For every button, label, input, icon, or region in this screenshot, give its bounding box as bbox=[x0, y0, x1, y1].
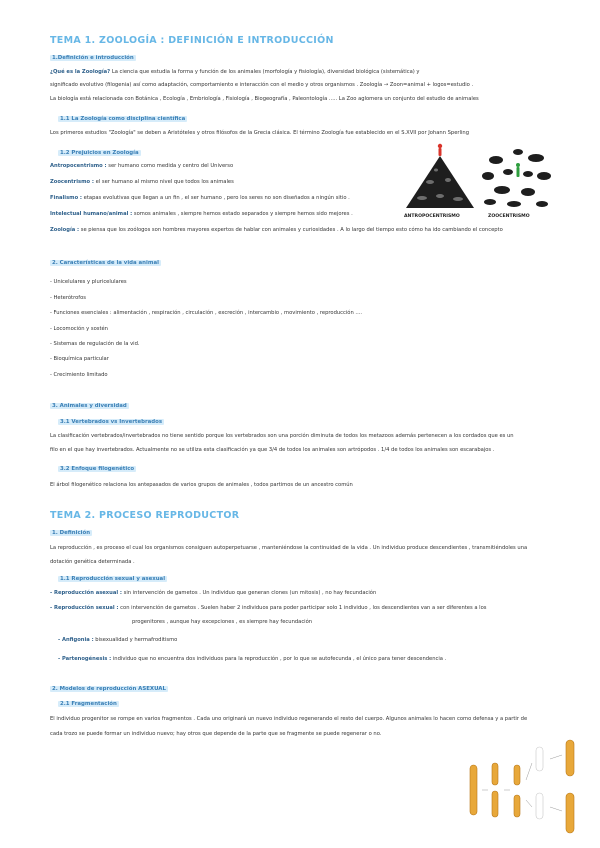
vertebrates-line1: La clasificación vertebrados/invertebrados no tiene sentido porque los vertebrados son una porción diminuta de todos los metazoos además pertenecen a los cordados que es un bbox=[50, 433, 514, 439]
characteristic-item: - Funciones esenciales : alimentación , respiración , circulación , excreción , intercambio , movimiento , reproducción .... bbox=[50, 310, 363, 316]
zoology-definition-line2: significado evolutivo (filogenia) así como adaptación, comportamiento e interacción con el medio y otros organismos . Zoología → Zoon=animal + logos=estudio . bbox=[50, 82, 474, 88]
tema2-section11-heading: 1.1 Reproducción sexual y asexual bbox=[60, 576, 166, 582]
phylogenetic-line: El árbol filogenético relaciona los antepasados de varios grupos de animales , todos partimos de un ancestro común bbox=[50, 482, 353, 488]
tema2-title: TEMA 2. PROCESO REPRODUCTOR bbox=[50, 510, 240, 521]
anthropocentrism-pyramid-icon bbox=[400, 142, 480, 214]
sexual-reproduction-line2: progenitores , aunque hay excepciones , es siempre hay fecundación bbox=[132, 619, 313, 625]
tema2-section1-heading: 1. Definición bbox=[52, 530, 91, 536]
tema1-section3-heading: 3. Animales y diversidad bbox=[52, 403, 127, 409]
fragmentation-line1: El individuo progenitor se rompe en varios fragmentos . Cada uno originará un nuevo individuo regenerando el resto del cuerpo. Algunos animales lo hacen como defensa y a partir de bbox=[50, 716, 528, 722]
characteristic-item: - Sistemas de regulación de la vid. bbox=[50, 341, 140, 347]
characteristic-item: - Heterótrofos bbox=[50, 295, 86, 301]
reproduction-definition-line1: La reproducción , es proceso el cual los organismos consiguen autoperpetuarse , manteniéndose la continuidad de la vida . Un individuo produce descendientes , transmitiéndoles una bbox=[50, 545, 528, 551]
characteristic-item: - Unicelulares y pluricelulares bbox=[50, 279, 127, 285]
zoology-discipline-line: Los primeros estudios "Zoología" se deben a Aristóteles y otros filósofos de la Grecia clásica. El término Zoología fue establecido en el S.XVII por Johann Sperling bbox=[50, 130, 469, 136]
prejudice-item: Finalismo : etapas evolutivas que llegan a un fin , el ser humano , pero los seres no son diseñados a ningún sitio . bbox=[50, 195, 350, 201]
sexual-reproduction-line: - Reproducción sexual : con intervención de gametos . Suelen haber 2 individuos para poder participar solo 1 individuo , los descendientes van a ser diferentes a los bbox=[50, 605, 487, 611]
zoology-definition-line3: La biología está relacionada con Botánica , Ecología , Embriología , Fisiología , Biogeografía , Paleontología ..... La Zoo aglomera un conjunto del estudio de animales bbox=[50, 96, 479, 102]
tema1-section2-heading: 2. Características de la vida animal bbox=[52, 260, 159, 266]
prejudice-item: Antropocentrismo : ser humano como medida y centro del Universo bbox=[50, 163, 234, 169]
parthenogenesis-line: - Partenogénesis : individuo que no encuentra dos individuos para la reproducción , por lo que se autofecunda , el único para tener descendencia . bbox=[58, 656, 447, 662]
tema1-title: TEMA 1. ZOOLOGÍA : DEFINICIÓN E INTRODUCCIÓN bbox=[50, 35, 334, 46]
zoocentrism-group-icon bbox=[478, 142, 558, 214]
vertebrates-line2: filo en el que hay invertebrados. Actualmente no se utiliza esta clasificación ya que 3/4 de todos los animales son artrópodos . 1/4 de todos los animales son escarabajos . bbox=[50, 447, 495, 453]
zoology-definition-line1: ¿Qué es la Zoología? La ciencia que estudia la forma y función de los animales (morfología y fisiología), diversidad biológica (sistemática) y bbox=[50, 69, 420, 75]
anfigonia-line: - Anfigonia : bisexualidad y hermafroditismo bbox=[58, 637, 178, 643]
characteristic-item: - Crecimiento limitado bbox=[50, 372, 108, 378]
fragmentation-worm-icon bbox=[462, 735, 592, 840]
zoocentrism-label: ZOOCENTRISMO bbox=[488, 214, 530, 219]
anthropocentrism-label: ANTROPOCENTRISMO bbox=[404, 214, 460, 219]
characteristic-item: - Locomoción y sostén bbox=[50, 326, 108, 332]
tema1-section12-heading: 1.2 Prejuicios en Zoología bbox=[60, 150, 139, 156]
tema1-section1-heading: 1.Definición e introducción bbox=[52, 55, 134, 61]
prejudice-item: Zoología : se piensa que los zoólogos son hombres mayores expertos de hablar con animales y curiosidades . A lo largo del tiempo esto cómo ha ido cambiando el concepto bbox=[50, 227, 503, 233]
prejudice-item: Intelectual humano/animal : somos animales , siempre hemos estado separados y siempre hemos sido mejores . bbox=[50, 211, 353, 217]
asexual-reproduction-line: - Reproducción asexual : sin intervención de gametos . Un individuo que generan clones (un mitosis) , no hay fecundación bbox=[50, 590, 377, 596]
tema1-section32-heading: 3.2 Enfoque filogenético bbox=[60, 466, 135, 472]
tema1-section31-heading: 3.1 Vertebrados vs Invertebrados bbox=[60, 419, 163, 425]
tema2-section2-heading: 2. Modelos de reproducción ASEXUAL bbox=[52, 686, 166, 692]
tema1-section11-heading: 1.1 La Zoología como disciplina científica bbox=[60, 116, 186, 122]
tema2-section21-heading: 2.1 Fragmentación bbox=[60, 701, 117, 707]
prejudice-item: Zoocentrismo : el ser humano al mismo nivel que todos los animales bbox=[50, 179, 234, 185]
characteristic-item: - Bioquímica particular bbox=[50, 356, 109, 362]
fragmentation-line2: cada trozo se puede formar un individuo nuevo; hay otros que depende de la parte que se fragmente se puede regenerar o no. bbox=[50, 731, 382, 737]
reproduction-definition-line2: dotación genética determinada . bbox=[50, 559, 135, 565]
